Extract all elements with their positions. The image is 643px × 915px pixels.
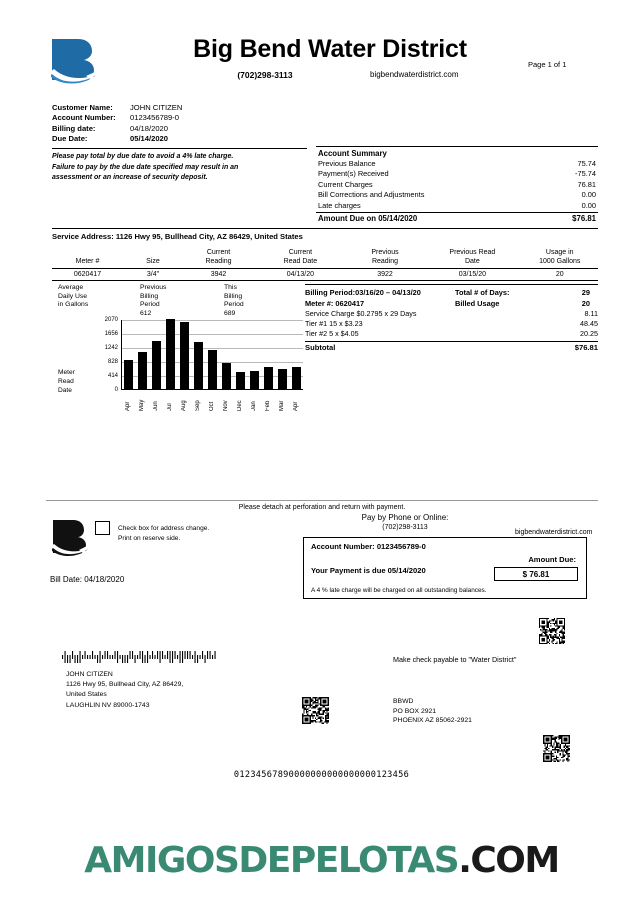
stub-bill-date: Bill Date: 04/18/2020	[50, 575, 125, 584]
usage-header-line: in Gallons	[58, 301, 89, 309]
account-summary-row	[316, 190, 598, 200]
chart-y-axis	[94, 317, 120, 393]
charge-value: 48.45	[580, 319, 598, 329]
summary-top-rule	[316, 146, 598, 147]
summary-row-label: Payment(s) Received	[318, 169, 389, 179]
subtotal-value: $76.81	[574, 342, 598, 352]
late-payment-notice	[52, 148, 307, 184]
chart-x-label: Dec	[237, 400, 243, 411]
mail-country: United States	[66, 691, 107, 699]
notice-line-1: Please pay total by due date to avoid a 4% late charge.	[52, 153, 234, 160]
detach-notice: Please detach at perforation and return with payment.	[238, 504, 406, 511]
chart-x-label: Feb	[265, 400, 271, 411]
chart-bar	[278, 369, 287, 389]
chart-bar	[236, 372, 245, 389]
usage-header-line: Period	[140, 301, 160, 309]
charge-label: Service Charge $0.2795 x 29 Days	[305, 309, 417, 318]
chart-y-tick: 2070	[104, 317, 118, 323]
customer-info-block	[52, 103, 322, 145]
mailing-address-block	[66, 670, 183, 711]
meter-table-header-cell: Previous Reading	[347, 248, 423, 269]
summary-row-label: Previous Balance	[318, 159, 376, 168]
meter-table-cell: 0620417	[52, 269, 123, 281]
customer-name-row	[52, 103, 322, 113]
usage-header-line	[58, 310, 140, 319]
account-number-value: 0123456789-0	[130, 113, 179, 123]
stub-payment-due: Your Payment is due 05/14/2020	[311, 566, 426, 575]
summary-row-value: 75.74	[577, 159, 596, 168]
account-summary-panel	[316, 146, 598, 223]
billing-charge-line	[305, 319, 598, 329]
account-summary-heading: Account Summary	[318, 149, 387, 158]
mail-name: JOHN CITIZEN	[66, 671, 113, 678]
billing-period-label: Billing Period:03/16/20 – 04/13/20	[305, 288, 421, 297]
chart-x-labels	[121, 391, 303, 413]
chart-x-label: Mar	[279, 400, 285, 411]
notice-line-3: assessment or an increase of security deposit.	[52, 174, 208, 181]
perforation-line	[46, 500, 598, 501]
chart-x-label: Apr	[125, 401, 131, 411]
avg-daily-use-column	[58, 284, 140, 318]
water-district-logo-icon	[48, 36, 104, 88]
usage-history-chart	[58, 317, 308, 415]
account-summary-rows	[316, 159, 598, 211]
chart-bar	[166, 319, 175, 389]
account-summary-row	[316, 169, 598, 179]
meter-reading-table	[52, 248, 598, 281]
charge-value: 8.11	[584, 309, 598, 318]
mail-street: 1126 Hwy 95, Bullhead City, AZ 86429,	[66, 681, 184, 689]
usage-header-line: Billing	[140, 292, 159, 300]
chart-x-label: May	[139, 399, 145, 411]
usage-header-line: 689	[224, 309, 236, 317]
chart-y-tick: 414	[107, 373, 118, 379]
chart-x-label: Jul	[167, 403, 173, 411]
chart-bar	[152, 341, 161, 389]
meter-read-date-line: Meter	[58, 369, 75, 376]
billing-period-row	[305, 287, 598, 298]
due-date-label: Due Date:	[52, 134, 88, 144]
due-date-row	[52, 134, 322, 144]
usage-summary-header	[58, 284, 308, 318]
billing-meter-row	[305, 298, 598, 309]
chart-x-label: Jun	[153, 401, 159, 411]
usage-header-line: Daily Use	[58, 292, 88, 300]
meter-table-cell: 3942	[183, 269, 254, 281]
page-number: Page 1 of 1	[528, 60, 567, 69]
check-payable-note: Make check payable to "Water District"	[393, 655, 517, 664]
pay-by-phone: (702)298-3113	[382, 524, 428, 531]
summary-row-value: 0.00	[581, 200, 596, 210]
meter-table-header-row	[52, 248, 598, 269]
billing-meter-label: Meter #: 0620417	[305, 299, 365, 308]
summary-row-label: Current Charges	[318, 179, 373, 189]
billing-date-value: 04/18/2020	[130, 123, 169, 133]
subtotal-label: Subtotal	[305, 342, 336, 352]
watermark	[0, 840, 643, 881]
account-summary-row	[316, 180, 598, 190]
meter-table-cell: 03/15/20	[423, 269, 521, 281]
meter-table-header-cell: Previous Read Date	[423, 248, 521, 269]
summary-row-value: 0.00	[581, 190, 596, 200]
total-days-label: Total # of Days:	[455, 288, 510, 297]
meter-table-header-cell: Meter #	[52, 248, 123, 269]
billing-charge-line	[305, 309, 598, 319]
customer-name-label: Customer Name:	[52, 103, 113, 112]
billing-date-row	[52, 124, 322, 134]
amount-due-value: $76.81	[572, 214, 596, 224]
pay-by-website[interactable]: bigbendwaterdistrict.com	[515, 529, 593, 536]
summary-row-value: -75.74	[575, 169, 596, 179]
billing-charge-line	[305, 329, 598, 339]
amount-due-label: Amount Due on 05/14/2020	[318, 214, 418, 224]
payment-stub-box	[303, 537, 587, 599]
qr-code-icon	[543, 735, 570, 762]
meter-table-header-cell: Size	[123, 248, 183, 269]
usage-header-line: Previous	[140, 284, 167, 291]
chart-bar	[292, 367, 301, 389]
account-number-row	[52, 113, 322, 123]
chart-y-tick: 1242	[104, 345, 118, 351]
amount-due-row	[316, 212, 598, 223]
remit-city-state-zip: PHOENIX AZ 85062-2921	[393, 717, 472, 725]
meter-table-header-cell: Current Reading	[183, 248, 254, 269]
stub-late-charge-note: A 4 % late charge will be charged on all outstanding balances.	[311, 587, 487, 594]
chart-x-label: Sep	[195, 400, 201, 411]
charge-value: 20.25	[580, 329, 598, 339]
billing-date-label: Billing date:	[52, 123, 96, 133]
billing-detail-panel	[305, 284, 598, 352]
billed-usage-value: 20	[581, 299, 590, 308]
remit-po-box: PO BOX 2921	[393, 707, 437, 715]
due-date-value: 05/14/2020	[130, 134, 169, 144]
header-website: bigbendwaterdistrict.com	[370, 70, 459, 79]
ocr-scanline: 01234567890000000000000000123456	[233, 770, 410, 780]
watermark-primary: AMIGOSDEPELOTAS	[84, 840, 459, 881]
header-phone: (702)298-3113	[237, 70, 293, 80]
chart-bar	[250, 371, 259, 389]
meter-read-date-label	[58, 368, 92, 395]
notice-line-2: Failure to pay by the due date specified may result in an	[52, 163, 239, 171]
page-title: Big Bend Water District	[193, 35, 467, 63]
charge-label: Tier #1 15 x $3.23	[305, 319, 363, 329]
stub-logo-icon	[50, 518, 94, 560]
qr-code-icon	[539, 618, 565, 644]
address-change-text	[118, 524, 209, 543]
pay-by-title: Pay by Phone or Online:	[361, 513, 449, 522]
checkbox-line-2: Print on reserve side.	[118, 534, 181, 542]
stub-amount-due-label: Amount Due:	[528, 555, 576, 564]
account-number-label: Account Number:	[52, 113, 116, 123]
watermark-secondary: .COM	[458, 840, 559, 881]
meter-table-header-cell: Current Read Date	[254, 248, 347, 269]
usage-header-line: This	[224, 284, 237, 291]
chart-bar	[222, 363, 231, 389]
usage-header-line: Billing	[224, 292, 243, 300]
chart-x-label: Aug	[181, 400, 187, 411]
chart-y-tick: 0	[114, 387, 118, 393]
meter-table-cell: 3922	[347, 269, 423, 281]
this-period-column	[224, 284, 308, 318]
stub-amount-due-value: $ 76.81	[494, 567, 578, 581]
previous-period-column	[140, 284, 224, 318]
chart-bar	[264, 367, 273, 389]
meter-table-cell: 3/4"	[123, 269, 183, 281]
chart-x-label: Oct	[209, 401, 215, 411]
chart-bar	[208, 350, 217, 389]
meter-table-row	[52, 269, 598, 281]
checkbox-line-1: Check box for address change.	[118, 525, 210, 532]
meter-table-header-cell: Usage in 1000 Gallons	[522, 248, 599, 269]
meter-read-date-line: Read	[58, 378, 74, 385]
subtotal-row	[305, 341, 598, 352]
chart-x-label: Nov	[223, 400, 229, 411]
mail-city-state-zip: LAUGHLIN NV 89000-1743	[66, 701, 150, 709]
summary-row-value: 76.81	[577, 179, 596, 189]
remit-name: BBWD	[393, 698, 414, 705]
chart-bar	[194, 342, 203, 389]
chart-bar	[138, 352, 147, 389]
summary-row-label: Late charges	[318, 200, 361, 210]
customer-name-value: JOHN CITIZEN	[130, 103, 183, 112]
summary-row-label: Bill Corrections and Adjustments	[318, 190, 425, 200]
service-address: Service Address: 1126 Hwy 95, Bullhead City, AZ 86429, United States	[52, 228, 598, 241]
pay-by-block	[300, 513, 593, 536]
usage-header-line: 612	[140, 309, 152, 317]
chart-x-label: Apr	[293, 401, 299, 411]
chart-y-tick: 1656	[104, 331, 118, 337]
qr-code-icon	[302, 697, 329, 724]
document-header	[0, 30, 643, 100]
chart-bar	[124, 360, 133, 389]
account-summary-row	[316, 201, 598, 211]
total-days-value: 29	[581, 288, 590, 297]
chart-bars	[122, 320, 303, 389]
billed-usage-label: Billed Usage	[455, 299, 500, 308]
meter-read-date-line: Date	[58, 387, 72, 394]
meter-table-cell: 20	[522, 269, 599, 281]
charge-label: Tier #2 5 x $4.05	[305, 329, 359, 339]
chart-y-tick: 828	[107, 359, 118, 365]
account-summary-row	[316, 159, 598, 169]
meter-table-cell: 04/13/20	[254, 269, 347, 281]
intelligent-mail-barcode-icon	[62, 650, 217, 664]
usage-header-line: Period	[224, 301, 244, 309]
remittance-address-block	[393, 697, 472, 726]
address-change-checkbox[interactable]	[95, 521, 110, 535]
chart-x-label: Jan	[251, 401, 257, 411]
stub-account-number: Account Number: 0123456789-0	[311, 542, 426, 551]
chart-bar	[180, 322, 189, 389]
usage-header-line: Average	[58, 284, 84, 291]
billing-charge-lines	[305, 309, 598, 340]
chart-plot-area	[121, 320, 303, 390]
